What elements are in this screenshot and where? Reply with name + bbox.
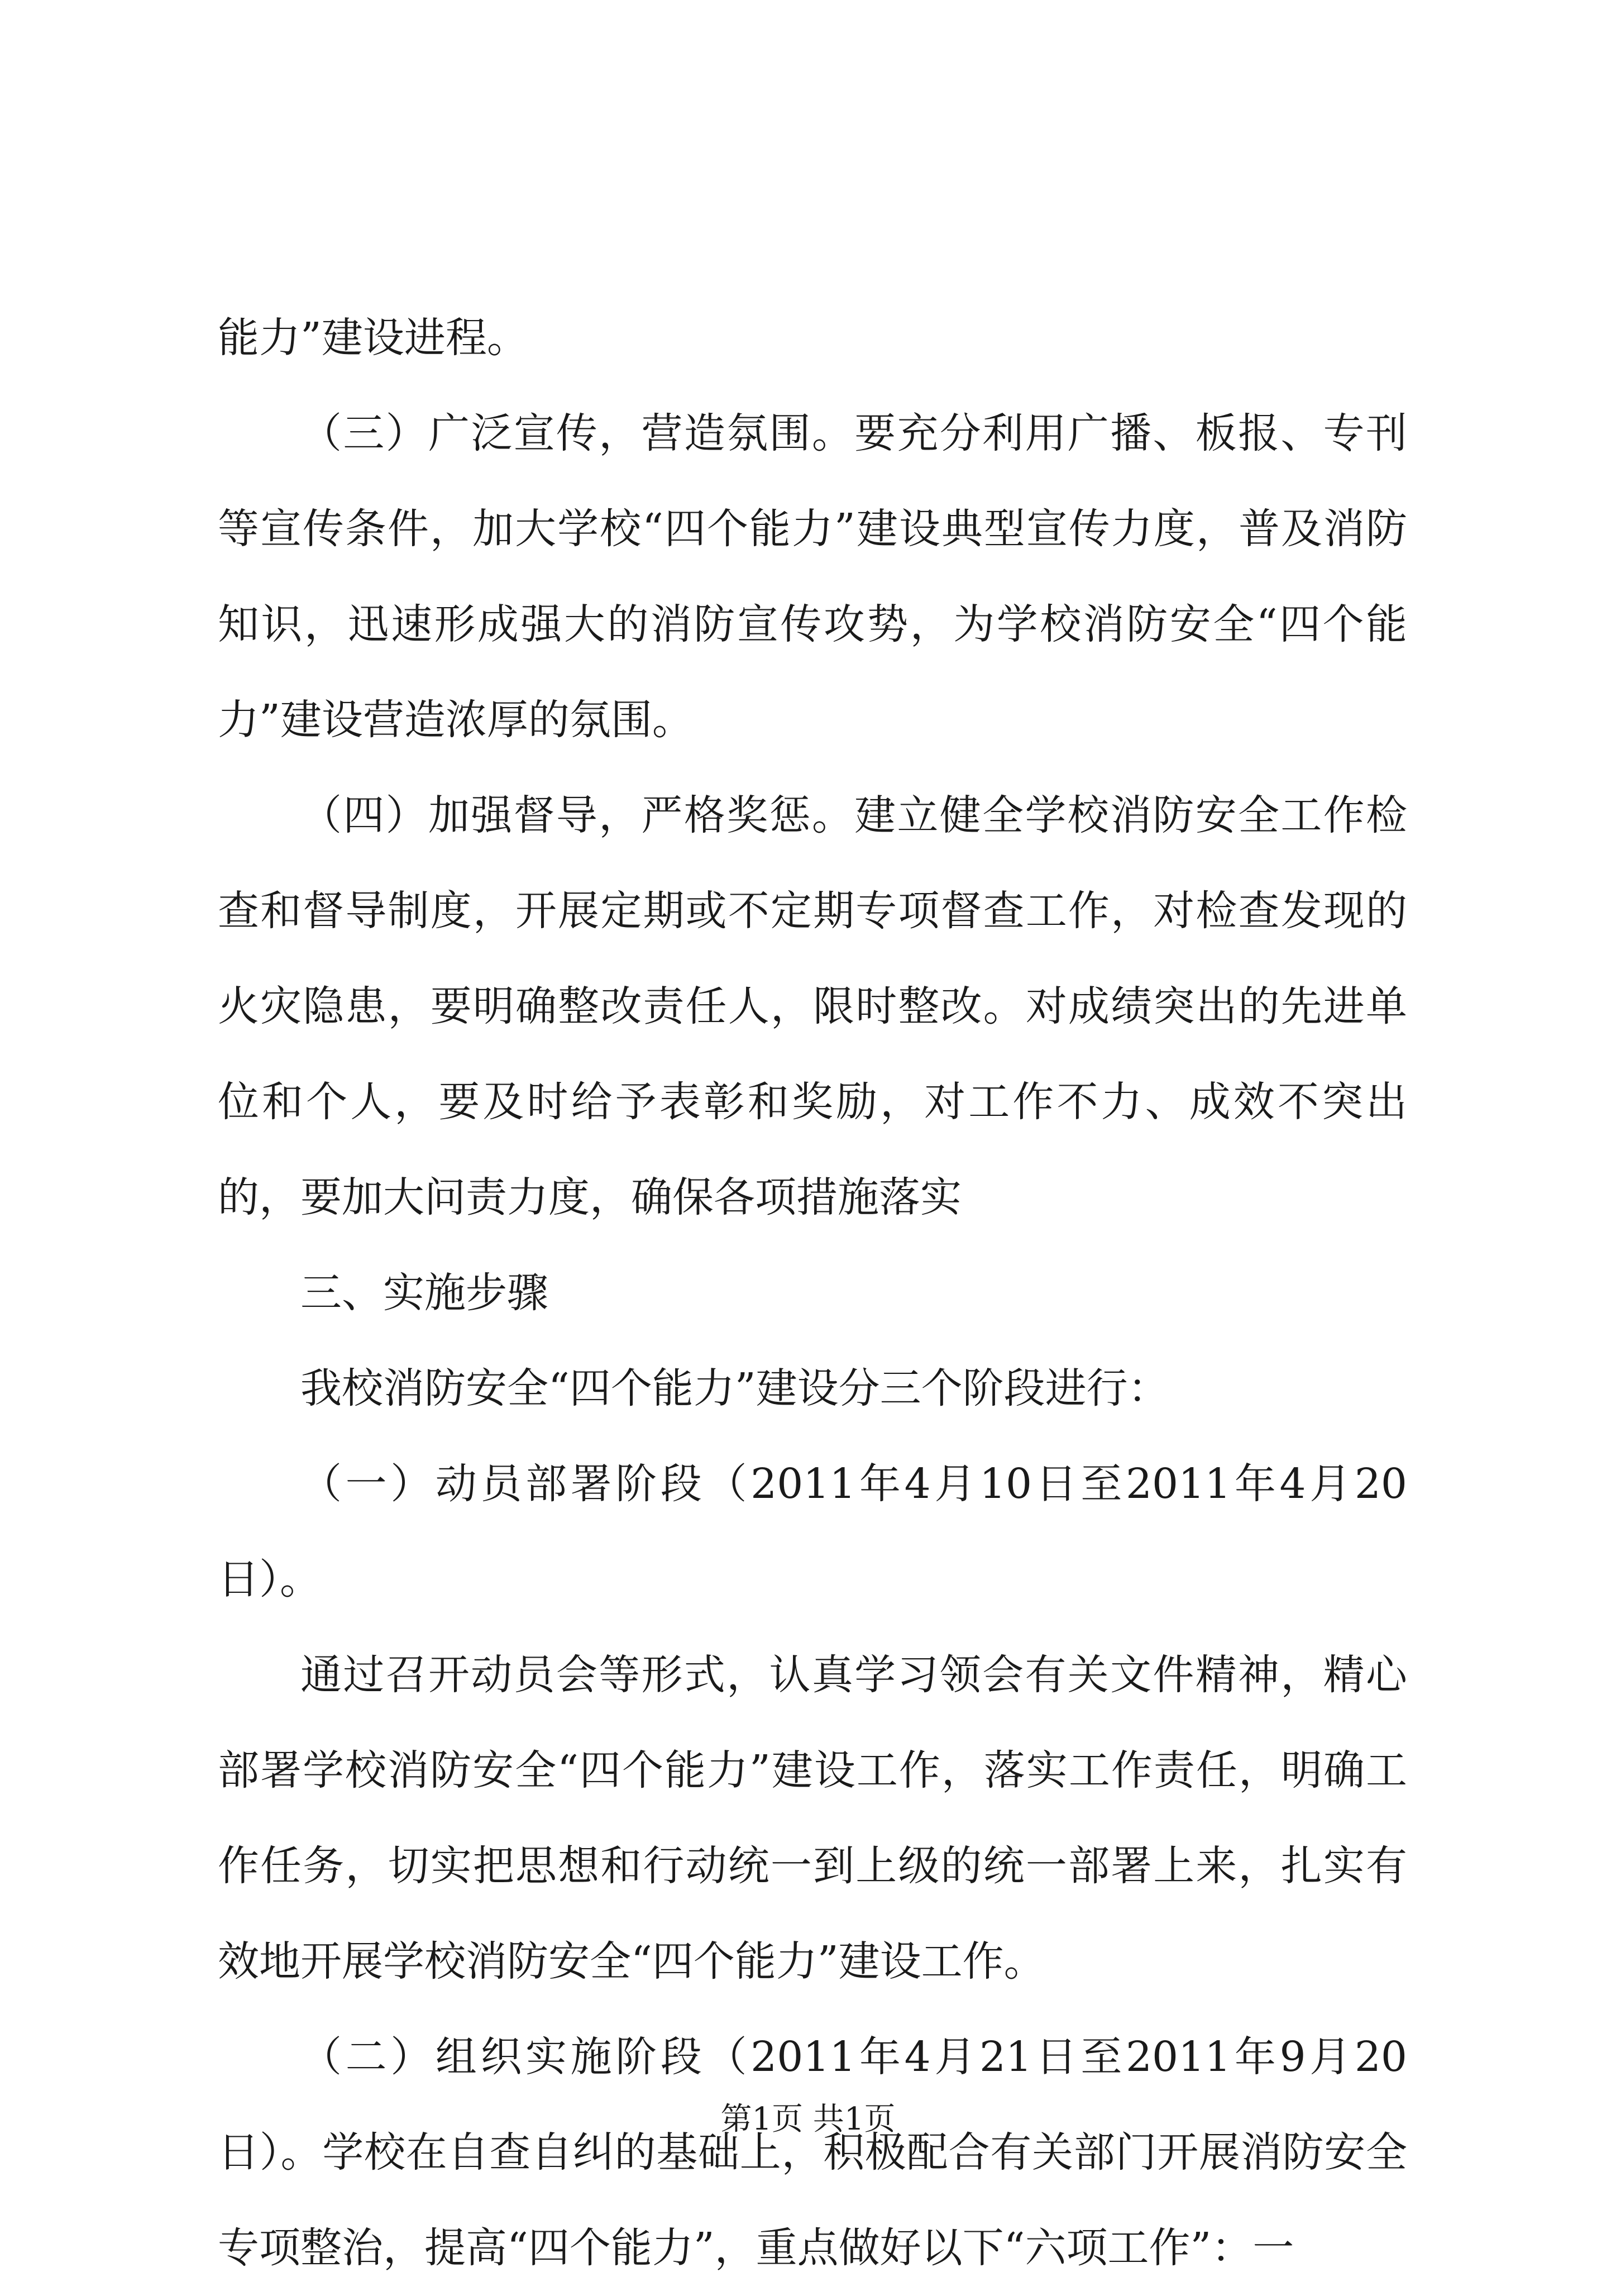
- paragraph-publicity: （三）广泛宣传，营造氛围。要充分利用广播、板报、专刊等宣传条件，加大学校“四个能力”建设典型宣传力度，普及消防知识，迅速形成强大的消防宣传攻势，为学校消防安全“四个能力”建设营造浓厚的氛围。: [218, 409, 1407, 744]
- paragraph-stage-one: （一）动员部署阶段（2011年4月10日至2011年4月20日）。: [218, 1460, 1407, 1603]
- paragraph-three-stages: 我校消防安全“四个能力”建设分三个阶段进行：: [300, 1364, 1169, 1412]
- document-body: [218, 290, 1407, 2296]
- paragraph-continuation: 能力”建设进程。: [218, 314, 528, 362]
- paragraph-stage-two: （二）组织实施阶段（2011年4月21日至2011年9月20日）。学校在自查自纠的基础上，积极配合有关部门开展消防安全专项整治，提高“四个能力”，重点做好以下“六项工作”：一: [218, 2033, 1407, 2272]
- page-footer: 第1页 共1页: [720, 2101, 896, 2137]
- paragraph-supervision: （四）加强督导，严格奖惩。建立健全学校消防安全工作检查和督导制度，开展定期或不定期专项督查工作，对检查发现的火灾隐患，要明确整改责任人，限时整改。对成绩突出的先进单位和个人，要及时给予表彰和奖励，对工作不力、成效不突出的，要加大问责力度，确保各项措施落实: [218, 791, 1407, 1221]
- paragraph-stage-one-detail: 通过召开动员会等形式，认真学习领会有关文件精神，精心部署学校消防安全“四个能力”建设工作，落实工作责任，明确工作任务，切实把思想和行动统一到上级的统一部署上来，扎实有效地开展学校消防安全“四个能力”建设工作。: [218, 1651, 1407, 1985]
- section-heading-implementation-steps: 三、实施步骤: [300, 1269, 548, 1317]
